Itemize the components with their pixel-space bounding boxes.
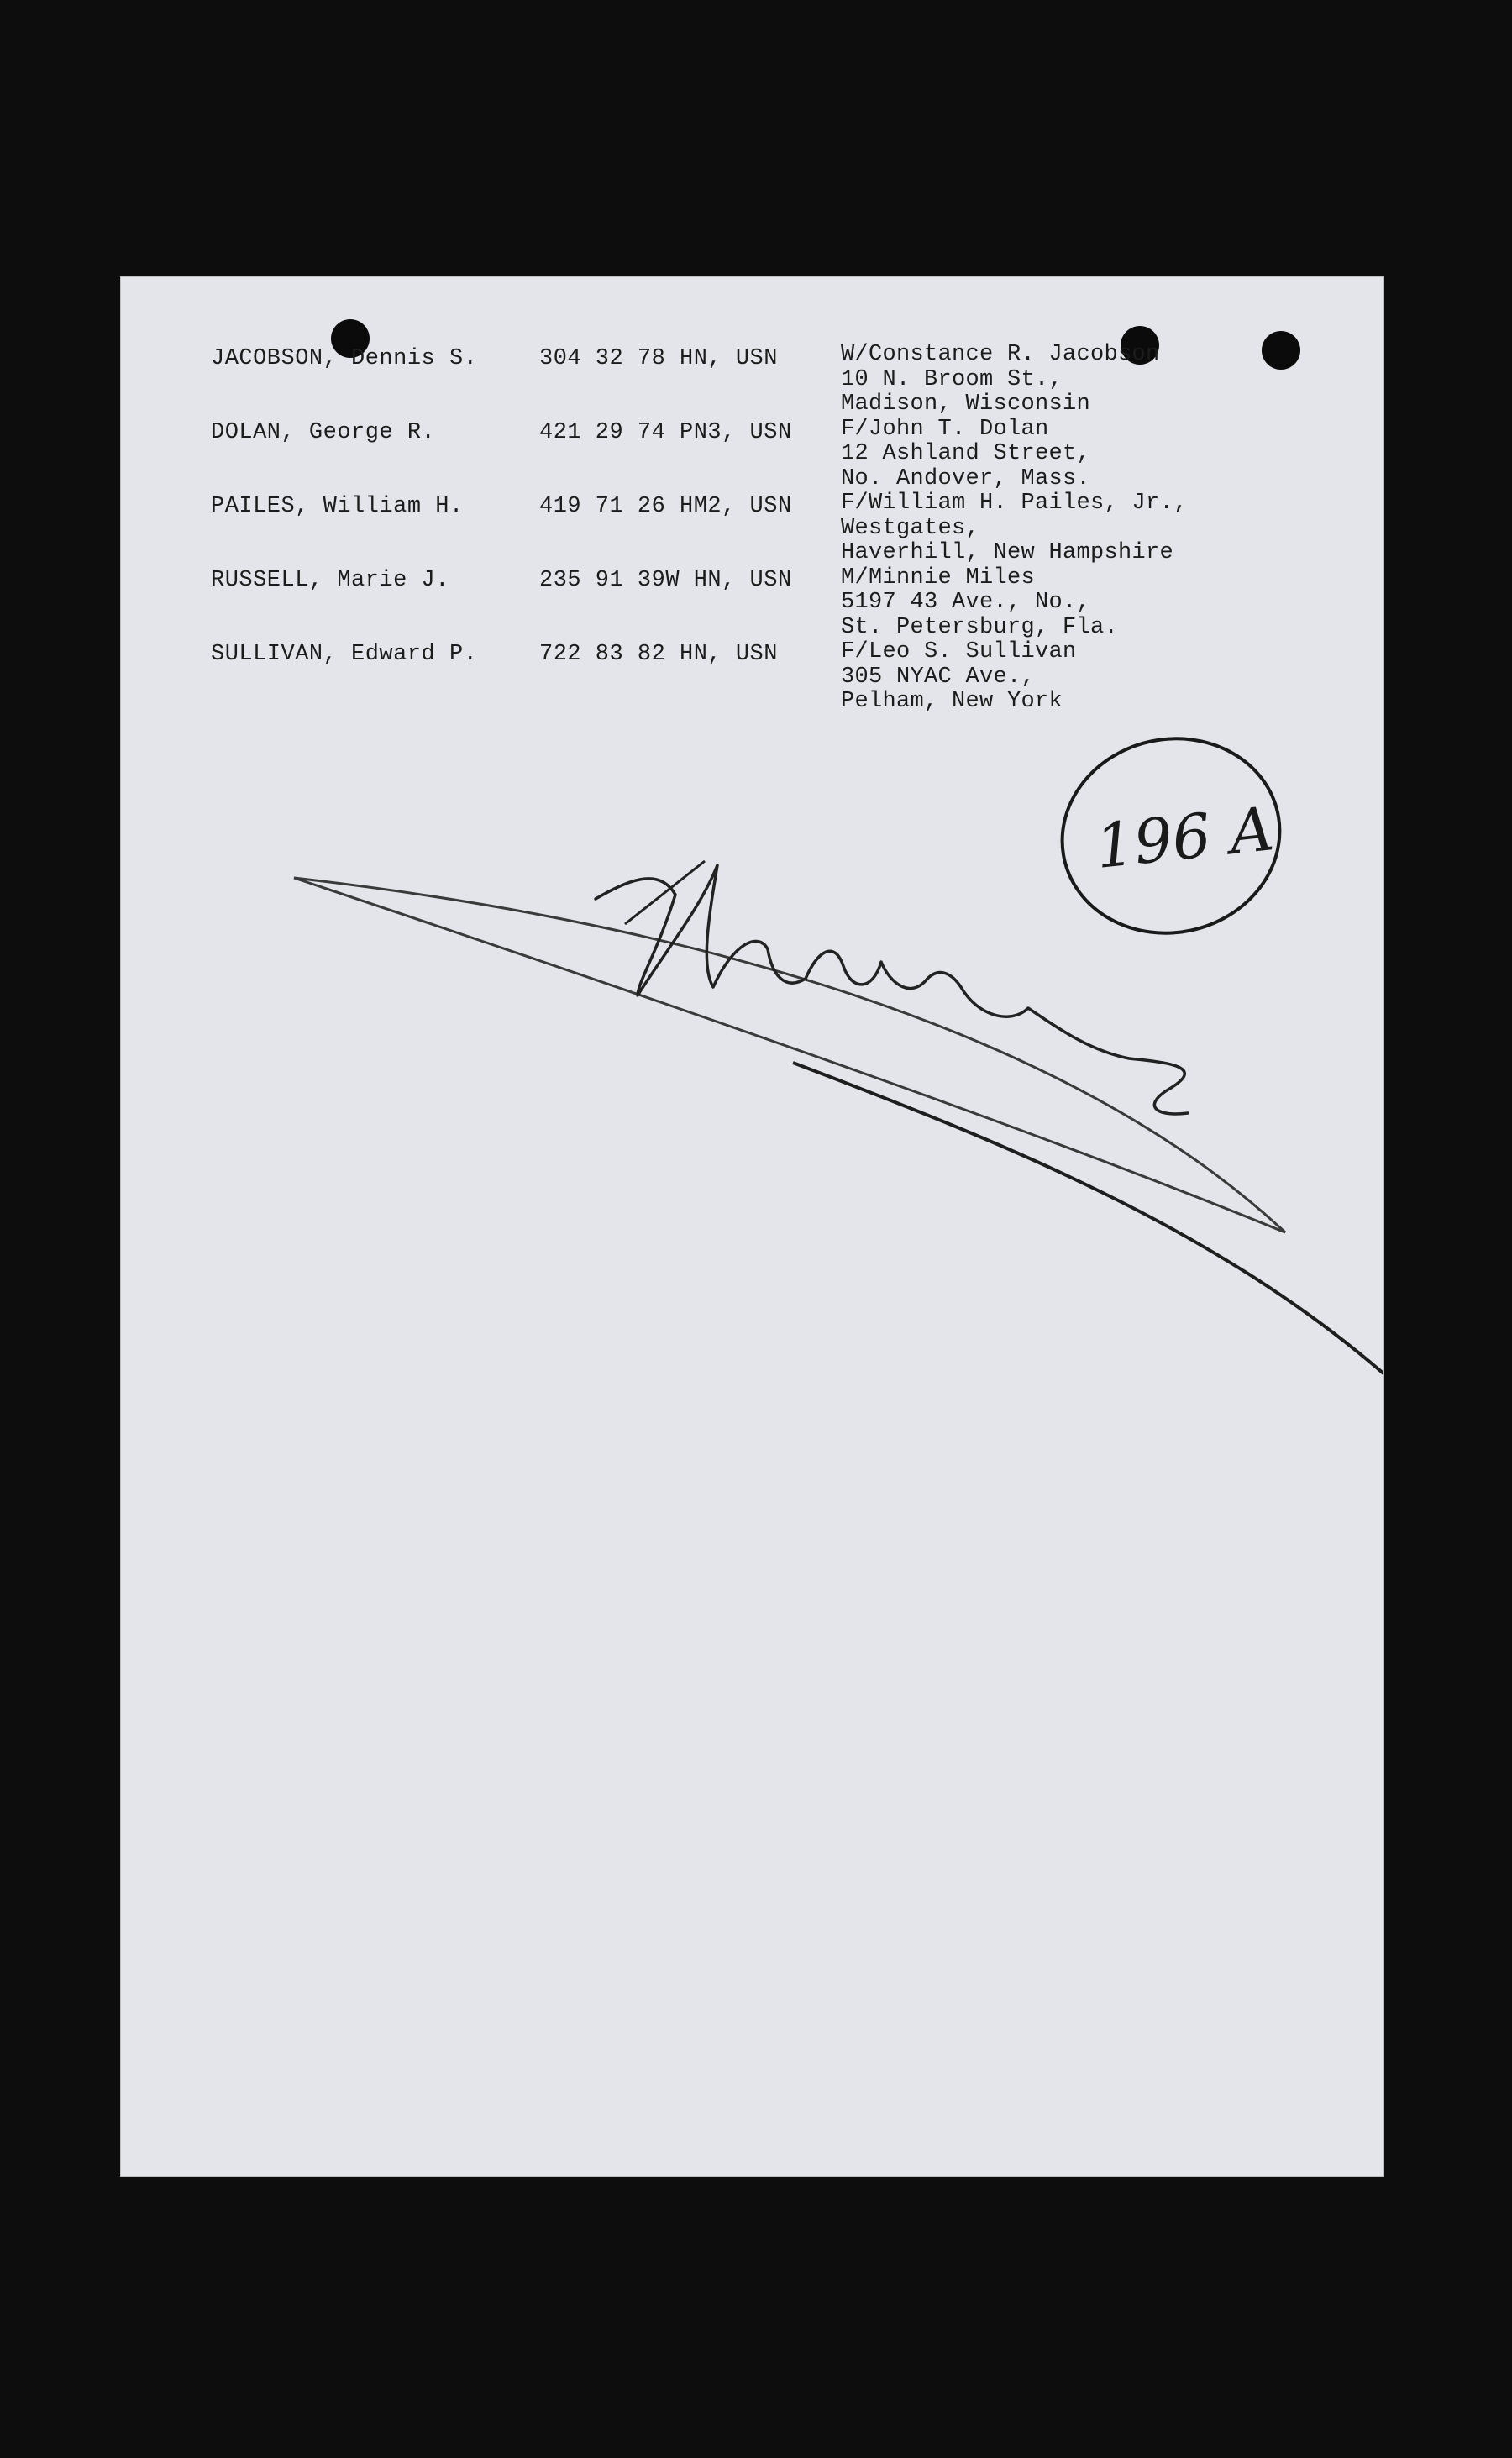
record-service: 419 71 26 HM2, USN (539, 494, 792, 519)
record-name: RUSSELL, Marie J. (211, 568, 449, 593)
stamp-number: 196 A (1092, 793, 1278, 882)
record-service: 421 29 74 PN3, USN (539, 420, 792, 445)
address-line: F/Leo S. Sullivan (841, 639, 1077, 664)
pen-stroke-tail (793, 1063, 1383, 1373)
record-service: 722 83 82 HN, USN (539, 642, 778, 667)
record-service: 235 91 39W HN, USN (539, 568, 792, 593)
address-line: W/Constance R. Jacobson (841, 342, 1160, 367)
document-page (121, 277, 1383, 2176)
address-line: 12 Ashland Street, (841, 441, 1091, 466)
address-line: 10 N. Broom St., (841, 366, 1063, 392)
record-name: PAILES, William H. (211, 494, 464, 519)
address-line: Pelham, New York (841, 689, 1063, 714)
address-line: Haverhill, New Hampshire (841, 540, 1174, 565)
address-line: 305 NYAC Ave., (841, 664, 1036, 690)
record-name: JACOBSON, Dennis S. (211, 346, 478, 371)
handwriting-layer (121, 277, 1383, 2176)
address-line: St. Petersburg, Fla. (841, 614, 1119, 640)
record-name: SULLIVAN, Edward P. (211, 642, 478, 667)
record-name: DOLAN, George R. (211, 420, 436, 445)
address-line: Westgates, (841, 515, 980, 541)
address-line: F/William H. Pailes, Jr., (841, 491, 1188, 516)
address-line: F/John T. Dolan (841, 416, 1049, 442)
address-line: No. Andover, Mass. (841, 465, 1091, 491)
signature (596, 865, 1188, 1114)
address-line: M/Minnie Miles (841, 565, 1036, 591)
record-service: 304 32 78 HN, USN (539, 346, 778, 371)
address-line: Madison, Wisconsin (841, 391, 1091, 417)
address-line: 5197 43 Ave., No., (841, 590, 1091, 615)
